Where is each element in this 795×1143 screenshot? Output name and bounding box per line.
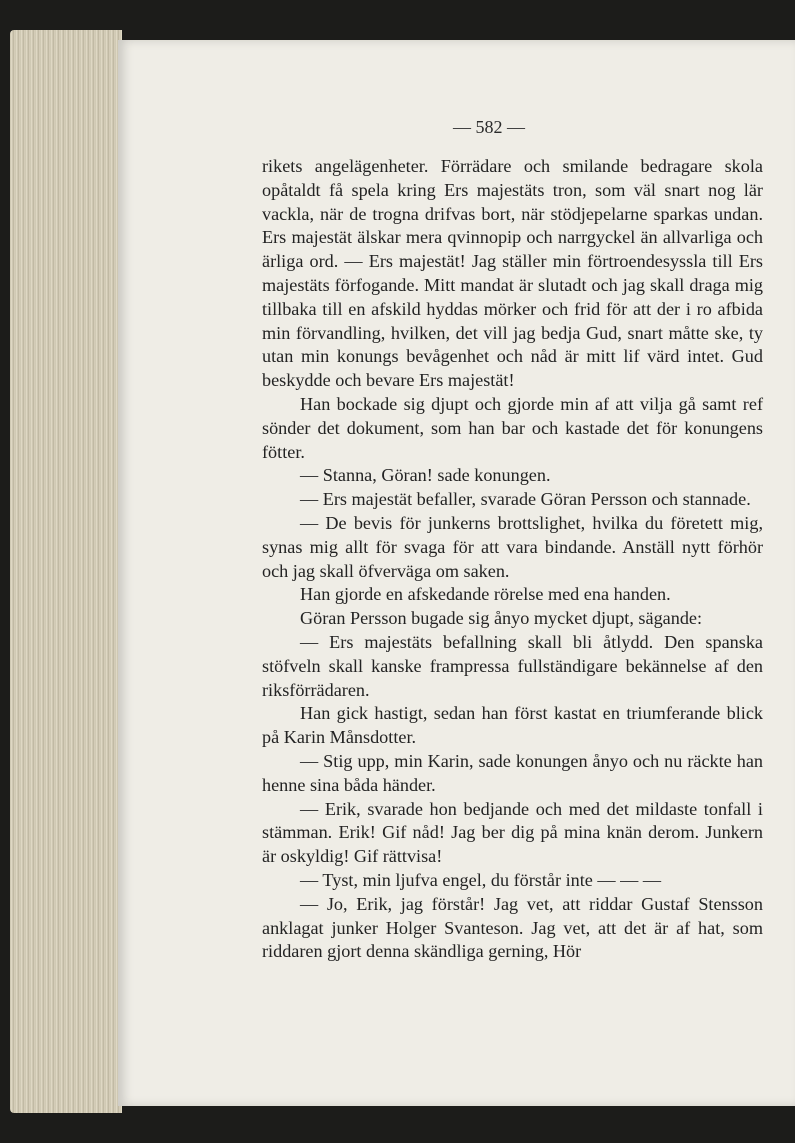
paragraph: rikets angelägenheter. Förrädare och smilande bedragare skola opåtaldt få spela kring Ers majestäts tron, som väl snart nog lär vackla, när de trogna drifvas bort, när stödjepelarne sparkas undan. Ers majestät älskar mera qvinnopip och narrgyckel än allvarliga och ärliga ord. — Ers majestät! Jag ställer min förtroendesyssla till Ers majestäts förfogande. Mitt mandat är slutadt och jag skall draga mig tillbaka till en afskild hyddas mörker och frid för att der i ro afbida min förvandling, hvilken, det vill jag bedja Gud, snart måtte ske, ty utan min konungs bevågenhet och nåd är mitt lif värd intet. Gud beskydde och bevare Ers majestät! [262, 156, 763, 391]
paragraph: Han gjorde en afskedande rörelse med ena handen. [300, 584, 671, 605]
paragraph: — Erik, svarade hon bedjande och med det mildaste tonfall i stämman. Erik! Gif nåd! Jag ber dig på mina knän derom. Junkern är oskyldig! Gif rättvisa! [262, 798, 763, 867]
body-text [262, 155, 763, 964]
paragraph: — Tyst, min ljufva engel, du förstår inte — — — [300, 869, 662, 890]
paragraph: Han bockade sig djupt och gjorde min af att vilja gå samt ref sönder det dokument, som han bar och kastade det för konungens fötter. [262, 393, 763, 462]
paragraph: — De bevis för junkerns brottslighet, hvilka du företett mig, synas mig allt för svaga för att vara bindande. Anställ nytt förhör och jag skall öfverväga om saken. [262, 512, 763, 581]
page-number: — 582 — [453, 117, 525, 137]
paragraph: Han gick hastigt, sedan han först kastat en triumferande blick på Karin Månsdotter. [262, 703, 763, 748]
paragraph: — Ers majestät befaller, svarade Göran Persson och stannade. [300, 489, 751, 510]
paragraph: — Jo, Erik, jag förstår! Jag vet, att riddar Gustaf Stensson anklagat junker Holger Svanteson. Jag vet, att det är af hat, som riddaren gjort denna skändliga gerning, Hör [262, 893, 763, 962]
paragraph: — Stig upp, min Karin, sade konungen ånyo och nu räckte han henne sina båda händer. [262, 750, 763, 795]
paragraph: Göran Persson bugade sig ånyo mycket djupt, sägande: [300, 608, 703, 629]
paragraph: — Ers majestäts befallning skall bli åtlydd. Den spanska stöfveln skall kanske frampressa fullständigare bekännelse af den riksförrädaren. [262, 631, 763, 700]
paragraph: — Stanna, Göran! sade konungen. [300, 465, 551, 486]
book-page-edges [10, 30, 122, 1113]
